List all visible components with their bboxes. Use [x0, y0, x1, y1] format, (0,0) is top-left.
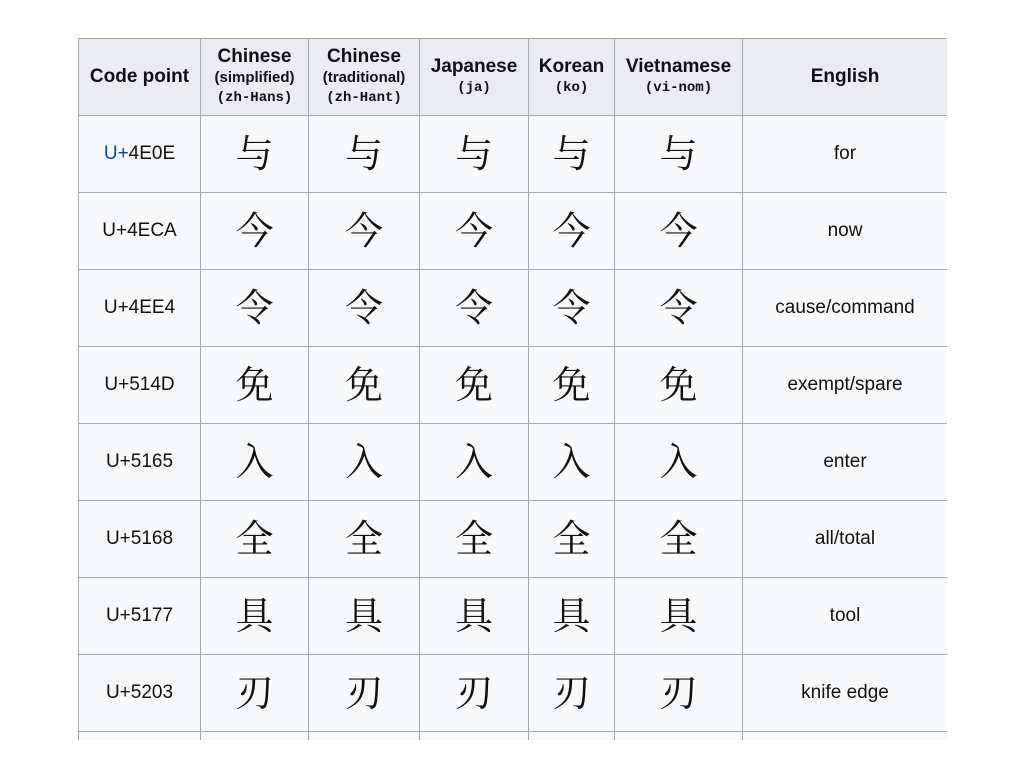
glyph-ko: 入 — [529, 424, 615, 501]
header-zh-hans-sub: (simplified) — [214, 69, 295, 86]
header-english — [743, 39, 948, 116]
glyph-vi: 今 — [615, 193, 743, 270]
english-meaning: enter — [743, 424, 948, 501]
header-ko — [529, 39, 615, 116]
glyph-ja: 免 — [420, 347, 529, 424]
glyph-vi: 刃 — [615, 655, 743, 732]
header-zh-hans-title: Chinese — [217, 46, 292, 67]
glyph-ko: 与 — [529, 116, 615, 193]
glyph-vi: 入 — [615, 424, 743, 501]
header-ko-code: (ko) — [554, 80, 589, 96]
table-row — [79, 424, 948, 501]
glyph-vi: 与 — [615, 116, 743, 193]
table-body — [79, 116, 948, 741]
header-english-label: English — [810, 66, 880, 87]
han-unification-table — [78, 38, 947, 740]
glyph-zh-hans: 入 — [201, 424, 309, 501]
header-row — [79, 39, 948, 116]
empty-cell — [309, 732, 420, 741]
glyph-ja: 今 — [420, 193, 529, 270]
code-point-hex: 4ECA — [127, 220, 177, 241]
header-zh-hant — [309, 39, 420, 116]
code-point-hex: 5168 — [130, 528, 174, 549]
header-code-point-label: Code point — [89, 66, 190, 87]
code-point-hex: 5165 — [130, 451, 174, 472]
code-point-hex: 5203 — [130, 682, 174, 703]
header-zh-hant-title: Chinese — [327, 46, 401, 67]
header-ko-title: Korean — [538, 56, 605, 77]
table-row — [79, 193, 948, 270]
english-meaning: knife edge — [743, 655, 948, 732]
glyph-zh-hant: 今 — [309, 193, 420, 270]
table-row — [79, 501, 948, 578]
glyph-zh-hant: 令 — [309, 270, 420, 347]
table-container — [78, 38, 947, 740]
glyph-zh-hant: 入 — [309, 424, 420, 501]
header-ja-title: Japanese — [430, 56, 518, 77]
code-point-prefix: U+ — [103, 297, 129, 318]
glyph-vi: 具 — [615, 578, 743, 655]
header-zh-hant-sub: (traditional) — [322, 69, 406, 86]
glyph-zh-hans: 免 — [201, 347, 309, 424]
glyph-ko: 具 — [529, 578, 615, 655]
glyph-zh-hant: 与 — [309, 116, 420, 193]
code-point-prefix: U+ — [102, 220, 128, 241]
code-point-cell — [79, 116, 201, 193]
glyph-vi: 令 — [615, 270, 743, 347]
empty-cell — [615, 732, 743, 741]
code-point-prefix: U+ — [105, 451, 131, 472]
glyph-ko: 免 — [529, 347, 615, 424]
code-point-prefix: U+ — [105, 528, 131, 549]
code-point-hex: 514D — [129, 374, 175, 395]
table-row — [79, 116, 948, 193]
table-row — [79, 655, 948, 732]
glyph-zh-hans: 刃 — [201, 655, 309, 732]
glyph-zh-hans: 今 — [201, 193, 309, 270]
empty-cell — [529, 732, 615, 741]
table-row — [79, 578, 948, 655]
code-point-prefix-link[interactable]: U+ — [103, 143, 129, 164]
glyph-zh-hans: 具 — [201, 578, 309, 655]
glyph-ko: 全 — [529, 501, 615, 578]
empty-cell — [743, 732, 948, 741]
glyph-ko: 令 — [529, 270, 615, 347]
english-meaning: all/total — [743, 501, 948, 578]
english-meaning: cause/command — [743, 270, 948, 347]
table-row-partial — [79, 732, 948, 741]
glyph-zh-hant: 全 — [309, 501, 420, 578]
header-vi-code: (vi-nom) — [644, 80, 713, 96]
glyph-zh-hant: 刃 — [309, 655, 420, 732]
header-zh-hant-code: (zh-Hant) — [326, 90, 402, 106]
glyph-vi: 免 — [615, 347, 743, 424]
code-point-hex: 4E0E — [128, 143, 176, 164]
code-point-cell — [79, 655, 201, 732]
english-meaning: exempt/spare — [743, 347, 948, 424]
header-zh-hans-code: (zh-Hans) — [216, 90, 293, 106]
english-meaning: now — [743, 193, 948, 270]
glyph-ko: 今 — [529, 193, 615, 270]
glyph-zh-hant: 具 — [309, 578, 420, 655]
glyph-vi: 全 — [615, 501, 743, 578]
code-point-prefix: U+ — [105, 605, 131, 626]
header-ja — [420, 39, 529, 116]
code-point-prefix: U+ — [105, 682, 131, 703]
english-meaning: for — [743, 116, 948, 193]
code-point-hex: 5177 — [130, 605, 174, 626]
header-vi-title: Vietnamese — [625, 56, 732, 77]
header-ja-code: (ja) — [457, 80, 491, 96]
table-row — [79, 270, 948, 347]
empty-cell — [201, 732, 309, 741]
header-zh-hans — [201, 39, 309, 116]
code-point-cell — [79, 501, 201, 578]
header-code-point — [79, 39, 201, 116]
code-point-cell — [79, 193, 201, 270]
english-meaning: tool — [743, 578, 948, 655]
table-row — [79, 347, 948, 424]
code-point-prefix: U+ — [104, 374, 130, 395]
glyph-zh-hans: 与 — [201, 116, 309, 193]
code-point-hex: 4EE4 — [128, 297, 176, 318]
glyph-ko: 刃 — [529, 655, 615, 732]
glyph-zh-hans: 令 — [201, 270, 309, 347]
glyph-ja: 与 — [420, 116, 529, 193]
code-point-cell — [79, 424, 201, 501]
glyph-ja: 具 — [420, 578, 529, 655]
header-vi — [615, 39, 743, 116]
glyph-zh-hant: 免 — [309, 347, 420, 424]
glyph-ja: 刃 — [420, 655, 529, 732]
code-point-cell — [79, 270, 201, 347]
glyph-zh-hans: 全 — [201, 501, 309, 578]
empty-cell — [420, 732, 529, 741]
glyph-ja: 全 — [420, 501, 529, 578]
code-point-cell — [79, 578, 201, 655]
glyph-ja: 入 — [420, 424, 529, 501]
empty-cell — [79, 732, 201, 741]
glyph-ja: 令 — [420, 270, 529, 347]
code-point-cell — [79, 347, 201, 424]
